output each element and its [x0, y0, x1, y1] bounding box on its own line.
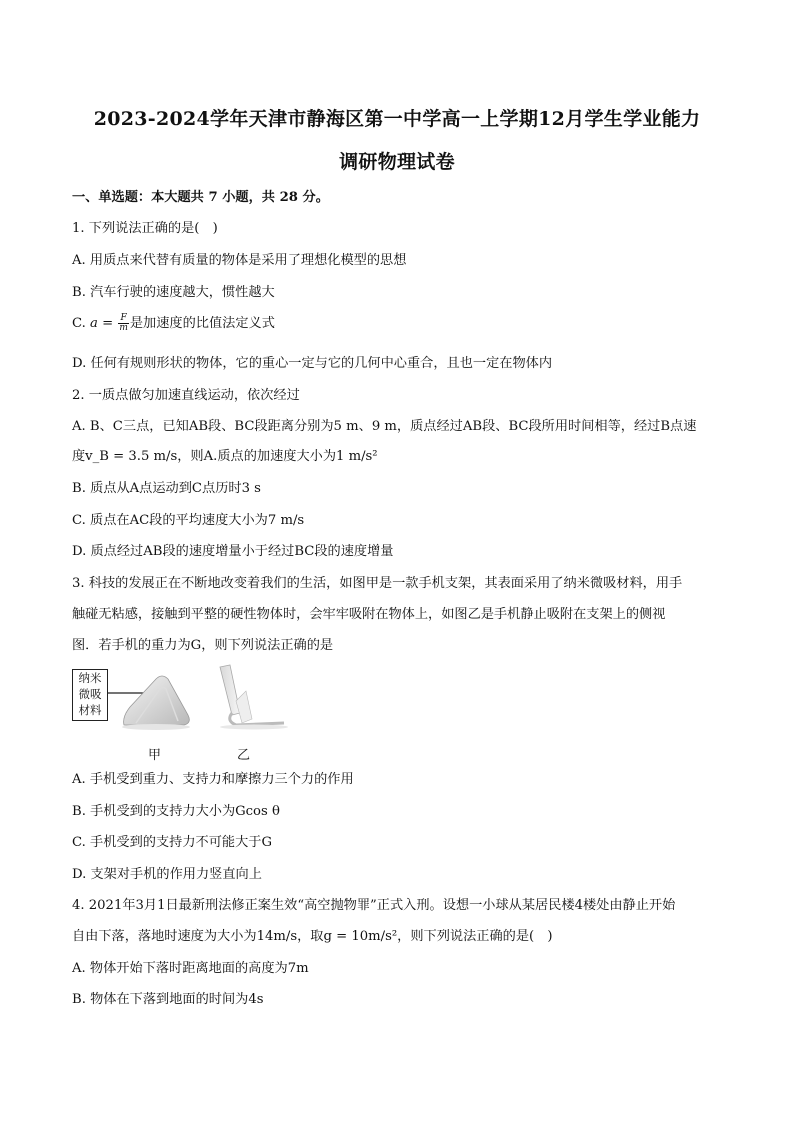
phone-stand-side-image — [206, 661, 292, 737]
phone-stand-figure — [72, 665, 292, 765]
q4-stem-line2: 自由下落，落地时速度为大小为14m/s，取g = 10m/s²，则下列说法正确的是( ) — [72, 929, 553, 944]
q4-stem-line1: 4. 2021年3月1日最新刑法修正案生效“高空抛物罪”正式入刑。设想一小球从某居民楼4楼处由静止开始 — [72, 898, 676, 913]
formula-fraction: $\frac{F}{m}$ — [119, 313, 128, 333]
material-label-box — [72, 669, 108, 721]
q3-stem-line2: 触碰无粘感，接触到平整的硬性物体时，会牢牢吸附在物体上，如图乙是手机静止吸附在支架上的侧视 — [72, 607, 666, 622]
q3-option-c: C. 手机受到的支持力不可能大于G — [72, 835, 272, 850]
q3-option-b: B. 手机受到的支持力大小为Gcos θ — [72, 804, 280, 819]
q4-option-a: A. 物体开始下落时距离地面的高度为7m — [72, 961, 309, 976]
phone-stand-front-image — [116, 665, 196, 733]
q1-stem: 1. 下列说法正确的是( ) — [72, 221, 218, 236]
material-label-line: 微吸 — [78, 687, 102, 701]
q3-option-d: D. 支架对手机的作用力竖直向上 — [72, 867, 262, 882]
q1-option-d: D. 任何有规则形状的物体，它的重心一定与它的几何中心重合，且也一定在物体内 — [72, 356, 553, 371]
q1-option-c-prefix: C. — [72, 316, 91, 331]
q2-option-a-line2: 度v_B = 3.5 m/s，则A.质点的加速度大小为1 m/s² — [72, 449, 378, 464]
q3-stem-line1: 3. 科技的发展正在不断地改变着我们的生活，如图甲是一款手机支架，其表面采用了纳米微吸材料，用手 — [72, 576, 683, 591]
q1-option-b: B. 汽车行驶的速度越大，惯性越大 — [72, 285, 275, 300]
formula-a: a — [90, 316, 98, 331]
q2-option-b: B. 质点从A点运动到C点历时3 s — [72, 481, 261, 496]
q4-option-b: B. 物体在下落到地面的时间为4s — [72, 992, 264, 1007]
q3-stem-line3: 图．若手机的重力为G，则下列说法正确的是 — [72, 638, 334, 653]
q2-stem: 2. 一质点做匀加速直线运动，依次经过 — [72, 388, 300, 403]
q1-option-c: C. a = $\frac{F}{m}$ 是加速度的比值法定义式 — [72, 313, 275, 333]
section-heading: 一、单选题：本大题共 7 小题，共 28 分。 — [72, 190, 329, 205]
q2-option-d: D. 质点经过AB段的速度增量小于经过BC段的速度增量 — [72, 544, 394, 559]
q3-option-a: A. 手机受到重力、支持力和摩擦力三个力的作用 — [72, 772, 354, 787]
figure-caption-jia: 甲 — [148, 748, 162, 763]
material-label-line: 纳米 — [78, 671, 102, 685]
q2-option-a-line1: A. B、C三点，已知AB段、BC段距离分别为5 m、9 m，质点经过AB段、BC段所用时间相等，经过B点速 — [72, 419, 697, 434]
q2-option-c: C. 质点在AC段的平均速度大小为7 m/s — [72, 513, 305, 528]
q1-option-a: A. 用质点来代替有质量的物体是采用了理想化模型的思想 — [72, 253, 407, 268]
material-label-line: 材料 — [78, 703, 102, 717]
exam-title-line2: 调研物理试卷 — [339, 151, 455, 173]
q1-option-c-suffix: 是加速度的比值法定义式 — [129, 316, 275, 331]
figure-caption-yi: 乙 — [237, 748, 251, 763]
exam-title-line1: 2023-2024学年天津市静海区第一中学高一上学期12月学生学业能力 — [93, 108, 701, 130]
